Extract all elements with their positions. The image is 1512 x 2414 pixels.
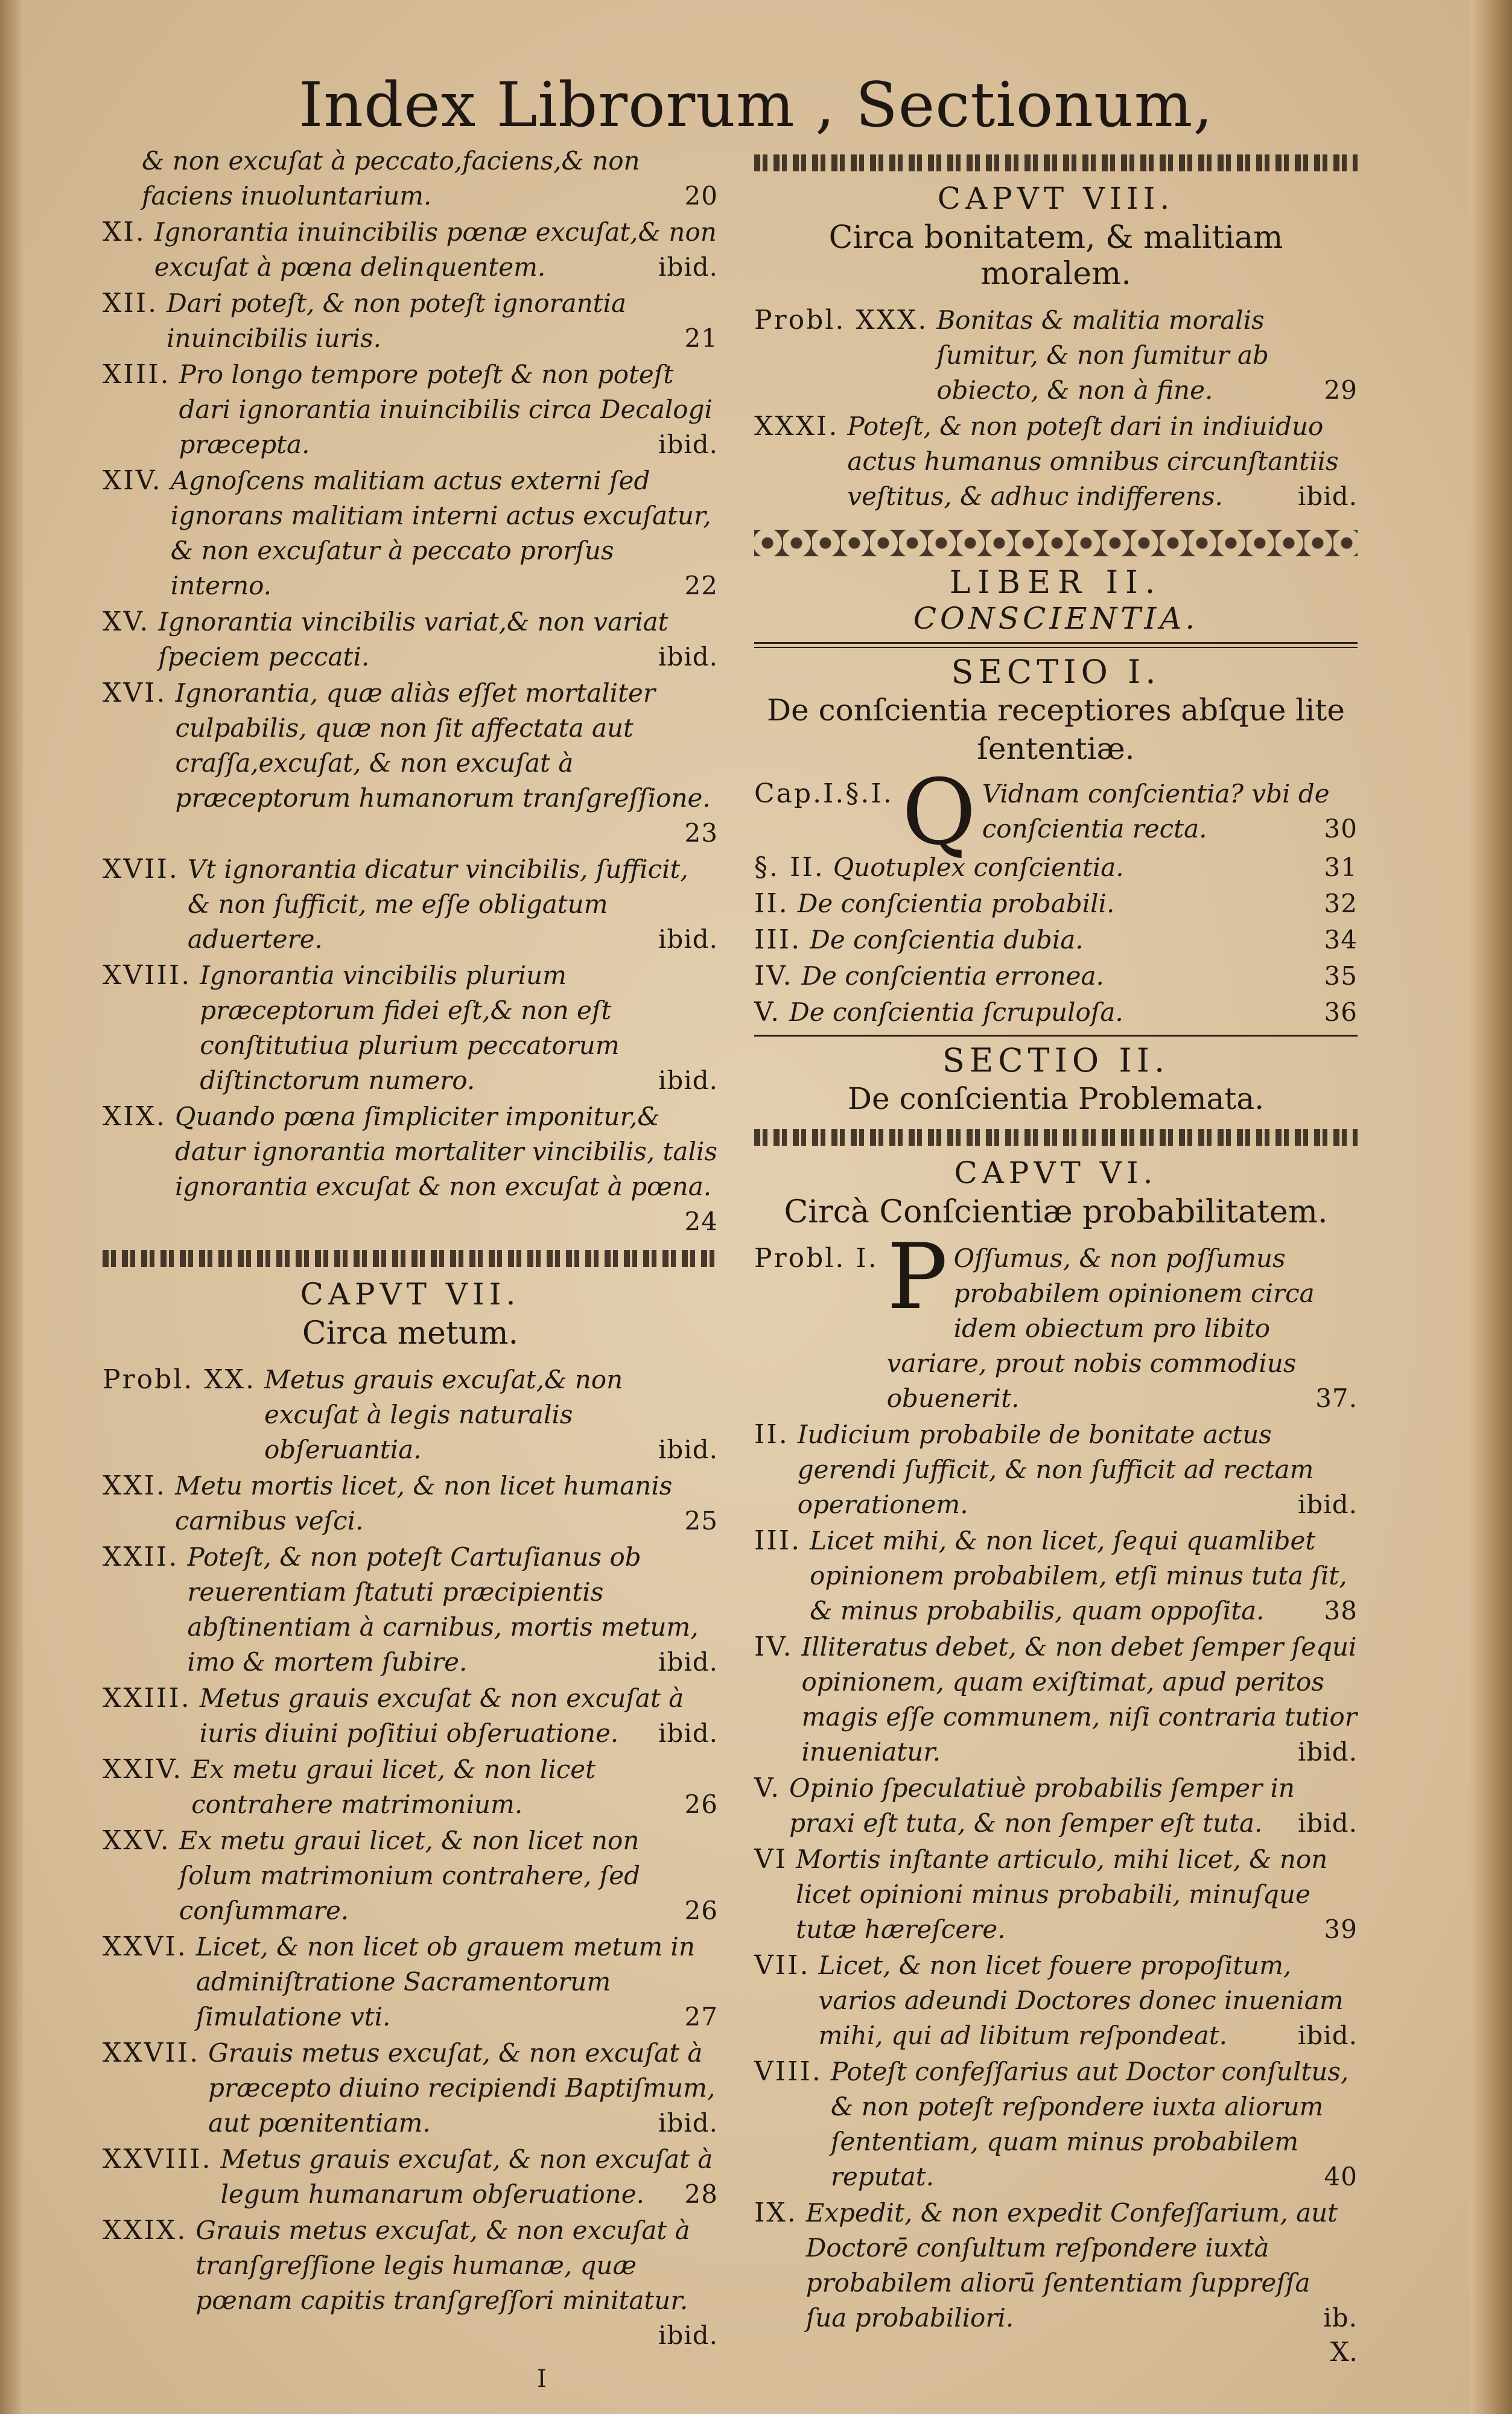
entry-text: Illiteratus debet, & non debet ſemper ſequi opinionem, quam exiſtimat, apud peritos magis eſſe communem, niſi contraria tutior inueniatur. (801, 1632, 1357, 1767)
entry-number: IV. (754, 1631, 793, 1662)
entry-text: Vidnam conſcientia? vbi de conſcientia recta. (982, 779, 1330, 843)
index-entry (754, 1630, 1358, 1770)
entry-text: Metus grauis excuſat & non excuſat à iuris diuini poſitiui obſeruatione. (199, 1683, 684, 1748)
page-number: 23 (684, 818, 718, 848)
index-entry (103, 1823, 718, 1928)
entry-text-block (142, 144, 718, 214)
entry-text-block (833, 850, 1358, 885)
index-entry (754, 959, 1358, 994)
caput-heading: CAPVT VII. (300, 1277, 521, 1312)
page-number: ibid. (658, 1066, 718, 1095)
ornament-divider (754, 154, 1358, 171)
entry-text-block (789, 1771, 1358, 1841)
entry-text: De conſcientia ſcrupuloſa. (789, 997, 1123, 1027)
page-number: 20 (684, 181, 718, 211)
right-entries-sectio2 (754, 1225, 1358, 2336)
index-entry (103, 1540, 718, 1680)
entry-number: Probl. XX. (103, 1364, 256, 1395)
index-entry (103, 144, 718, 214)
index-entry (754, 303, 1358, 408)
entry-text-block (200, 1681, 718, 1751)
caput-subtitle: Circa bonitatem, & malitiam moralem. (828, 220, 1283, 292)
entry-number: XXVI. (103, 1931, 188, 1962)
page-number: 26 (684, 1896, 718, 1925)
entry-text-block (200, 958, 718, 1098)
entry-text: Poteſt, & non poteſt Cartuſianus ob reuerentiam ſtatuti præcipientis abſtinentiam à carnibus, mortis metum, imo & mortem ſubire. (187, 1542, 699, 1677)
entry-number: VIII. (754, 2056, 822, 2087)
right-entries-sectio1 (754, 760, 1358, 1030)
page-number: ibid. (658, 924, 718, 954)
entry-text-block (171, 463, 718, 603)
index-entry (754, 1417, 1358, 1522)
entry-text: Iudicium probabile de bonitate actus gerendi ſufficit, & non ſufficit ad rectam operationem. (797, 1420, 1314, 1519)
index-entry (754, 1225, 1358, 1416)
entry-text: Expedit, & non expedit Confeſſarium, aut Doctorē conſultum reſpondere iuxtà probabilem aliorū ſententiam ſuppreſſa ſua probabiliori. (805, 2198, 1338, 2333)
caput-subtitle: Circa metum. (302, 1315, 519, 1352)
footer-mark: I (537, 2365, 547, 2393)
entry-number: §. II. (754, 852, 825, 883)
entry-text-block (936, 303, 1358, 408)
running-header: Index Librorum , Sectionum, (299, 69, 1213, 141)
page-number: ibid. (1298, 1490, 1358, 1519)
entry-text: Poteſt confeſſarius aut Doctor conſultus, & non poteſt reſpondere iuxta aliorum ſententiam, quam minus probabilem reputat. (830, 2057, 1349, 2191)
entry-number: XIX. (103, 1101, 167, 1132)
rule-divider (754, 1035, 1358, 1037)
entry-text-block (847, 409, 1358, 514)
entry-text-block (886, 1225, 1358, 1416)
entry-text-block (191, 1752, 718, 1822)
entry-text-block (264, 1362, 718, 1467)
index-entry (103, 2213, 718, 2353)
page-number: 31 (1324, 853, 1358, 882)
page-number: 38 (1324, 1596, 1358, 1625)
page-number: 26 (684, 1790, 718, 1819)
entry-text: Metus grauis excuſat, & non excuſat à legum humanarum obſeruatione. (220, 2144, 713, 2209)
page-number: 21 (684, 323, 718, 353)
entry-text-block (810, 1523, 1358, 1628)
sectio-heading: SECTIO II. (942, 1041, 1170, 1079)
entry-text-block (208, 2036, 718, 2141)
index-entry (103, 1362, 718, 1467)
page-number: ibid. (658, 430, 718, 459)
page-number: ibid. (1298, 481, 1358, 511)
caput-heading: CAPVT VIII. (937, 181, 1175, 216)
page-number: ibid. (658, 1718, 718, 1748)
index-entry (754, 923, 1358, 958)
entry-text: De conſcientia erronea. (801, 961, 1104, 991)
entry-text: Poteſt, & non poteſt dari in indiuiduo actus humanus omnibus circunſtantiis veſtitus, & adhuc indifferens. (847, 411, 1339, 511)
ornament-divider (754, 1129, 1358, 1146)
page-number: 30 (1324, 814, 1358, 843)
index-entry (754, 995, 1358, 1030)
page-number: ibid. (658, 2320, 718, 2350)
index-entry (754, 1948, 1358, 2053)
page-number: ibid. (1298, 1808, 1358, 1838)
page-number: 40 (1324, 2162, 1358, 2191)
index-entry (754, 760, 1358, 865)
index-entry (103, 605, 718, 675)
entry-text-block (179, 1823, 718, 1928)
entry-number: XXVII. (103, 2038, 200, 2068)
entry-text-block (167, 286, 718, 356)
page-number: ibid. (658, 2108, 718, 2138)
entry-number: V. (754, 1773, 781, 1803)
entry-number: Probl. XXX. (754, 305, 929, 335)
left-entries-top (103, 144, 718, 1239)
entry-text: Mortis inſtante articulo, mihi licet, & non licet opinioni minus probabili, minuſque tutæ hæreſcere. (796, 1844, 1328, 1944)
entry-number: XVII. (103, 854, 179, 885)
right-entries-viii (754, 303, 1358, 514)
entry-text: Oſſumus, & non poſſumus probabilem opinionem circa idem obiectum pro libito variare, prout nobis commodius obuenerit. (886, 1244, 1315, 1413)
double-rule (754, 642, 1358, 648)
page-number: ibid. (1298, 2021, 1358, 2050)
left-column (103, 144, 718, 2354)
entry-text-block (831, 2054, 1358, 2194)
page-number: 29 (1324, 375, 1358, 405)
index-entry (103, 1681, 718, 1751)
page-number: 32 (1324, 889, 1358, 918)
index-entry (754, 850, 1358, 885)
entry-text-block (801, 1630, 1358, 1770)
page-number: ibid. (1298, 1737, 1358, 1767)
index-entry (103, 676, 718, 851)
entry-text-block (810, 923, 1358, 958)
entry-number: XXVIII. (103, 2144, 212, 2174)
entry-text-block (806, 2196, 1358, 2336)
entry-number: XII. (103, 288, 159, 319)
entry-text-block (798, 1417, 1358, 1522)
entry-number: III. (754, 1525, 802, 1556)
page-number: 37. (1315, 1383, 1358, 1413)
entry-text: Quotuplex conſcientia. (833, 853, 1124, 882)
page-number: 36 (1324, 997, 1358, 1027)
ornament-divider (103, 1250, 718, 1267)
entry-text-block (195, 2213, 718, 2353)
page-number: 22 (684, 571, 718, 600)
index-entry (103, 215, 718, 285)
entry-text-block (221, 2142, 718, 2212)
index-entry (754, 886, 1358, 921)
caput-subtitle: Circà Conſcientiæ probabilitatem. (784, 1194, 1328, 1230)
index-entry (103, 463, 718, 603)
drop-cap: Q (901, 760, 976, 865)
index-entry (103, 2036, 718, 2141)
entry-text: Ignorantia, quæ aliàs eſſet mortaliter culpabilis, quæ non ſit affectata aut craſſa,excuſat, & non excuſat à præceptorum humanorum tranſgreſſione. (175, 678, 711, 813)
entry-text: De conſcientia probabili. (797, 889, 1115, 918)
entry-number: XVI. (103, 678, 167, 708)
entry-text: Vt ignorantia dicatur vincibilis, ſufficit, & non ſufficit, me eſſe obligatum aduertere. (187, 854, 688, 954)
entry-text: Dari poteſt, & non poteſt ignorantia inuincibilis iuris. (167, 288, 627, 353)
page-number: 28 (684, 2179, 718, 2209)
index-entry (103, 958, 718, 1098)
entry-number: XXIV. (103, 1754, 183, 1785)
index-entry (754, 1771, 1358, 1841)
index-entry (103, 852, 718, 957)
index-entry (103, 1469, 718, 1539)
page-number: 24 (684, 1207, 718, 1236)
entry-text: Quando pœna ſimpliciter imponitur,& datur ignorantia mortaliter vincibilis, talis ignorantia excuſat & non excuſat à pœna. (175, 1102, 717, 1201)
entry-text-block (901, 760, 1358, 865)
entry-text-block (175, 1469, 718, 1539)
liber-heading: LIBER II. (949, 565, 1163, 601)
sectio-heading: SECTIO I. (951, 653, 1161, 691)
entry-text: Ex metu graui licet, & non licet non ſolum matrimonium contrahere, ſed conſummare. (179, 1826, 640, 1925)
page-number: ib. (1323, 2303, 1358, 2333)
entry-number: XXII. (103, 1542, 179, 1572)
entry-text: De conſcientia dubia. (810, 925, 1084, 954)
page-number: ibid. (658, 1435, 718, 1464)
entry-text-block (819, 1948, 1358, 2053)
entry-number: XV. (103, 606, 150, 637)
entry-text: Licet mihi, & non licet, ſequi quamlibet opinionem probabilem, etſi minus tuta ſit, & minus probabilis, quam oppoſita. (810, 1526, 1347, 1625)
index-entry (754, 1523, 1358, 1628)
page-edge-left (0, 0, 23, 2414)
index-entry (103, 1930, 718, 2034)
entry-text: Metu mortis licet, & non licet humanis carnibus veſci. (175, 1471, 673, 1536)
entry-text: Grauis metus excuſat, & non excuſat à præcepto diuino recipiendi Baptiſmum, aut pœnitentiam. (208, 2038, 716, 2138)
entry-number: IV. (754, 961, 793, 991)
index-entry (754, 2196, 1358, 2336)
entry-text: Opinio ſpeculatiuè probabilis ſemper in praxi eſt tuta, & non ſemper eſt tuta. (789, 1773, 1295, 1838)
page-number: 39 (1324, 1914, 1358, 1944)
entry-number: XIII. (103, 359, 171, 390)
index-entry (754, 409, 1358, 514)
entry-number: Probl. I. (754, 1243, 878, 1274)
index-entry (103, 2142, 718, 2212)
catchword: X. (1330, 2337, 1358, 2368)
entry-text-block (154, 215, 718, 285)
entry-text-block (796, 1842, 1358, 1947)
index-entry (103, 357, 718, 462)
entry-number: XVIII. (103, 960, 192, 991)
entry-number: XXI. (103, 1470, 167, 1501)
page-number: ibid. (658, 642, 718, 672)
entry-text: Bonitas & malitia moralis ſumitur, & non ſumitur ab obiecto, & non à fine. (936, 305, 1269, 405)
entry-text-block (175, 676, 718, 851)
sectio-subtitle: De conſcientia Problemata. (847, 1081, 1265, 1116)
entry-number: XXV. (103, 1825, 171, 1856)
entry-text-block (187, 1540, 718, 1680)
drop-cap: P (886, 1225, 948, 1330)
entry-number: XXIX. (103, 2215, 188, 2246)
entry-text: Pro longo tempore poteſt & non poteſt dari ignorantia inuincibilis circa Decalogi præcepta. (179, 360, 713, 459)
left-entries-bottom (103, 1362, 718, 2353)
entry-text: Licet, & non licet ob grauem metum in adminiſtratione Sacramentorum ſimulatione vti. (195, 1932, 695, 2031)
index-entry (103, 1752, 718, 1822)
entry-number: VII. (754, 1950, 810, 1981)
entry-number: XI. (103, 217, 146, 247)
entry-text-block (196, 1930, 718, 2034)
page-number: 27 (684, 2002, 718, 2031)
entry-number: XIV. (103, 465, 162, 496)
entry-text: Ignorantia inuincibilis pœnæ excuſat,& non excuſat à pœna delinquentem. (154, 217, 717, 282)
entry-text-block (188, 852, 718, 957)
entry-text: Metus grauis excuſat,& non excuſat à legis naturalis obſeruantia. (264, 1365, 623, 1464)
sectio-subtitle: De conſcientia receptiores abſque lite ſententiæ. (767, 693, 1345, 766)
flower-ornament (754, 530, 1358, 556)
caput-heading: CAPVT VI. (954, 1155, 1158, 1190)
entry-text-block (175, 1099, 718, 1239)
entry-text-block (158, 605, 718, 675)
entry-text: Agnoſcens malitiam actus externi ſed ignorans malitiam interni actus excuſatur, & non excuſatur à peccato prorſus interno. (170, 466, 711, 600)
page-number: 35 (1324, 961, 1358, 991)
entry-text-block (801, 959, 1358, 994)
entry-text: Ex metu graui licet, & non licet contrahere matrimonium. (191, 1755, 596, 1819)
page-edge-right (1470, 0, 1512, 2414)
entry-number: II. (754, 888, 789, 919)
entry-number: IX. (754, 2197, 798, 2228)
entry-number: V. (754, 997, 781, 1028)
index-entry (103, 1099, 718, 1239)
entry-text-block (179, 357, 718, 462)
page-number: 25 (684, 1506, 718, 1536)
page-number: 34 (1324, 925, 1358, 954)
index-entry (103, 286, 718, 356)
book-title: CONSCIENTIA. (913, 601, 1199, 636)
page-number: ibid. (658, 1647, 718, 1677)
index-entry (754, 2054, 1358, 2194)
entry-number: XXXI. (754, 411, 839, 442)
right-column (754, 144, 1358, 2368)
entry-number: III. (754, 924, 802, 955)
entry-text: Grauis metus excuſat, & non excuſat à tranſgreſſione legis humanæ, quæ pœnam capitis tranſgreſſori minitatur. (195, 2215, 690, 2315)
entry-text: Ignorantia vincibilis plurium præceptorum fidei eſt,& non eſt conſtitutiua plurium peccatorum diſtinctorum numero. (200, 961, 620, 1095)
entry-text: & non excuſat à peccato,faciens,& non faciens inuoluntarium. (142, 146, 640, 211)
index-entry (754, 1842, 1358, 1947)
entry-number: VI (754, 1844, 788, 1875)
entry-text-block (789, 995, 1358, 1030)
entry-number: Cap.I.§.I. (754, 778, 894, 809)
entry-number: XXIII. (103, 1683, 191, 1714)
page-number: ibid. (658, 252, 718, 282)
entry-number: II. (754, 1419, 789, 1450)
entry-text: Ignorantia vincibilis variat,& non variat ſpeciem peccati. (158, 607, 669, 672)
entry-text-block (798, 886, 1358, 921)
entry-text: Licet, & non licet fouere propoſitum, varios adeundi Doctores donec inueniam mihi, qui ad libitum reſpondeat. (818, 1951, 1344, 2050)
